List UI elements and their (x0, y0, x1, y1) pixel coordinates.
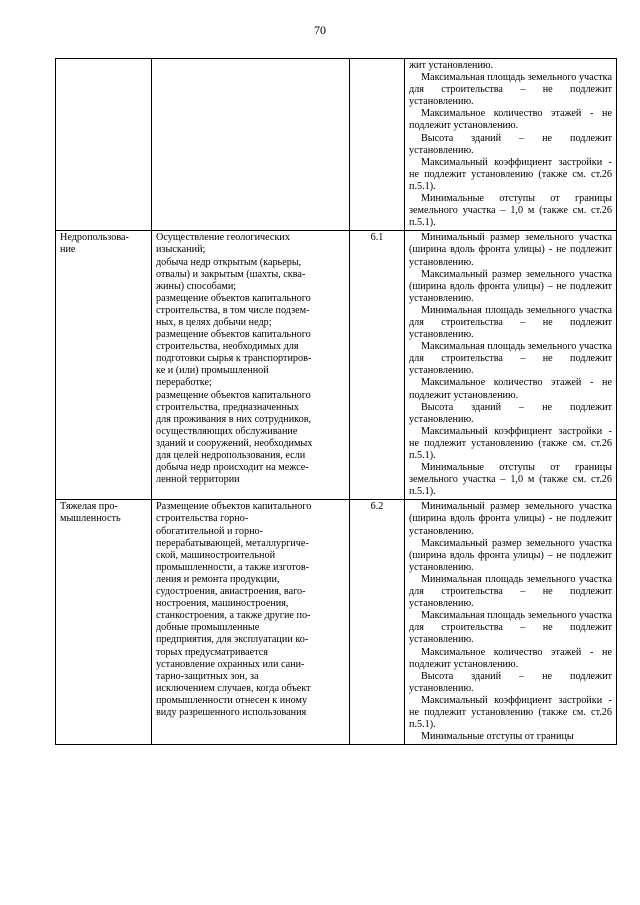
parameter-paragraph: Максимальный размер земельного участка (ширина вдоль фронта улицы) – не подлежит установлению. (409, 537, 612, 573)
table-row (56, 500, 617, 745)
parameter-paragraph: Минимальный размер земельного участка (ширина вдоль фронта улицы) - не подлежит установлению. (409, 501, 612, 537)
use-description-line: строительства, необходимых для (156, 341, 299, 353)
use-description-line: размещение объектов капитального (156, 292, 311, 304)
use-description-line: тарно-защитных зон, за (156, 670, 259, 682)
use-description-line: ления и ремонта продукции, (156, 573, 280, 585)
use-description-line: добыча недр происходит на межсе- (156, 462, 309, 474)
parameter-paragraph: Максимальный размер земельного участка (ширина вдоль фронта улицы) – не подлежит установлению. (409, 268, 612, 304)
use-description-line: размещение объектов капитального (156, 389, 311, 401)
use-description-line: добыча недр открытым (карьеры, (156, 256, 302, 268)
use-type-name-cell (56, 500, 152, 745)
use-description-line: изысканий; (156, 244, 206, 256)
parameter-paragraph: Максимальный коэффициент застройки - не подлежит установлению (также см. ст.26 п.5.1). (409, 156, 612, 192)
use-description-line: отвалы) и закрытым (шахты, сква- (156, 268, 306, 280)
parameter-paragraph: Максимальная площадь земельного участка для строительства – не подлежит установлению. (409, 72, 612, 108)
use-type-name-line: Тяжелая про- (60, 501, 118, 513)
use-description-line: обогатительной и горно- (156, 525, 264, 537)
parameter-paragraph: Высота зданий – не подлежит установлению. (409, 670, 612, 694)
use-code-cell: 6.1 (350, 231, 405, 500)
use-description-cell (152, 231, 350, 500)
parameters-cell (405, 231, 617, 500)
use-description-line: станкостроения, а также другие по- (156, 610, 311, 622)
use-description-line: ностроения, машиностроения, (156, 598, 289, 610)
parameter-paragraph: Максимальный коэффициент застройки - не подлежит установлению (также см. ст.26 п.5.1). (409, 694, 612, 731)
use-description-line: ке и (или) промышленной (156, 365, 269, 377)
parameter-paragraph: Максимальное количество этажей - не подлежит установлению. (409, 108, 612, 132)
use-code-cell: 6.2 (350, 500, 405, 745)
use-description-line: осуществляющих обслуживание (156, 425, 298, 437)
use-description-line: зданий и сооружений, необходимых (156, 437, 313, 449)
parameter-paragraph: Максимальное количество этажей - не подлежит установлению. (409, 377, 612, 401)
parameter-paragraph: Минимальная площадь земельного участка для строительства – не подлежит установлению. (409, 304, 612, 341)
parameter-paragraph: Максимальная площадь земельного участка для строительства – не подлежит установлению. (409, 610, 612, 646)
parameter-paragraph: Максимальное количество этажей - не подлежит установлению. (409, 646, 612, 670)
use-type-name-line: мышленность (60, 513, 121, 525)
parameter-paragraph: Минимальные отступы от границы земельного участка – 1,0 м (также см. ст.26 п.5.1). (409, 193, 612, 229)
parameter-paragraph: Минимальные отступы от границы (421, 731, 574, 743)
table-row (56, 59, 617, 231)
use-description-line: промышленности, а также изготов- (156, 561, 310, 573)
use-type-name-cell (56, 59, 152, 231)
parameters-cell (405, 500, 617, 745)
use-description-line: исключением случаев, когда объект (156, 682, 311, 694)
parameter-paragraph: Высота зданий – не подлежит установлению. (409, 401, 612, 425)
use-description-line: предприятия, для эксплуатации ко- (156, 634, 309, 646)
use-description-line: ленной территории (156, 474, 240, 486)
parameter-paragraph: жит установлению. (409, 60, 494, 71)
use-type-name-cell (56, 231, 152, 500)
table-row (56, 231, 617, 500)
use-description-line: переработке; (156, 377, 212, 389)
use-description-line: судостроения, авиастроения, ваго- (156, 586, 306, 598)
use-description-line: торых предусматривается (156, 646, 268, 658)
use-description-line: Осуществление геологических (156, 232, 290, 244)
use-description-line: установление охранных или сани- (156, 658, 305, 670)
page-number: 70 (314, 23, 326, 37)
use-description-line: ных, в целях добычи недр; (156, 316, 272, 328)
use-description-line: строительства, в том числе подзем- (156, 304, 310, 316)
use-description-line: размещение объектов капитального (156, 329, 311, 341)
use-description-line: жины) способами; (156, 280, 237, 292)
use-description-cell (152, 500, 350, 745)
use-description-line: Размещение объектов капитального (156, 501, 312, 513)
parameter-paragraph: Высота зданий – не подлежит установлению. (409, 132, 612, 156)
parameter-paragraph: Минимальные отступы от границы земельного участка – 1,0 м (также см. ст.26 п.5.1). (409, 462, 612, 498)
use-description-line: ской, машиностроительной (156, 549, 276, 561)
use-code-cell (350, 59, 405, 231)
use-description-line: для проживания в них сотрудников, (156, 413, 312, 425)
use-description-line: подготовки сырья к транспортиров- (156, 353, 312, 365)
use-description-line: перерабатывающей, металлургиче- (156, 537, 309, 549)
use-description-line: строительства, предназначенных (156, 401, 299, 413)
use-type-name-line: Недропользова- (60, 232, 129, 244)
parameter-paragraph: Максимальный коэффициент застройки - не подлежит установлению (также см. ст.26 п.5.1). (409, 425, 612, 461)
use-description-line: для целей недропользования, если (156, 450, 306, 461)
use-description-line: виду разрешенного использования (156, 706, 307, 718)
use-description-line: добные промышленные (156, 622, 260, 634)
land-use-regulations-table (55, 58, 617, 745)
parameter-paragraph: Минимальный размер земельного участка (ширина вдоль фронта улицы) - не подлежит установлению. (409, 232, 612, 268)
use-description-line: строительства горно- (156, 513, 249, 525)
use-description-cell (152, 59, 350, 231)
use-description-line: промышленности отнесен к иному (156, 694, 308, 706)
parameter-paragraph: Минимальная площадь земельного участка для строительства – не подлежит установлению. (409, 573, 612, 610)
parameter-paragraph: Максимальная площадь земельного участка для строительства – не подлежит установлению. (409, 341, 612, 377)
parameters-cell (405, 59, 617, 231)
use-type-name-line: ние (60, 244, 76, 256)
